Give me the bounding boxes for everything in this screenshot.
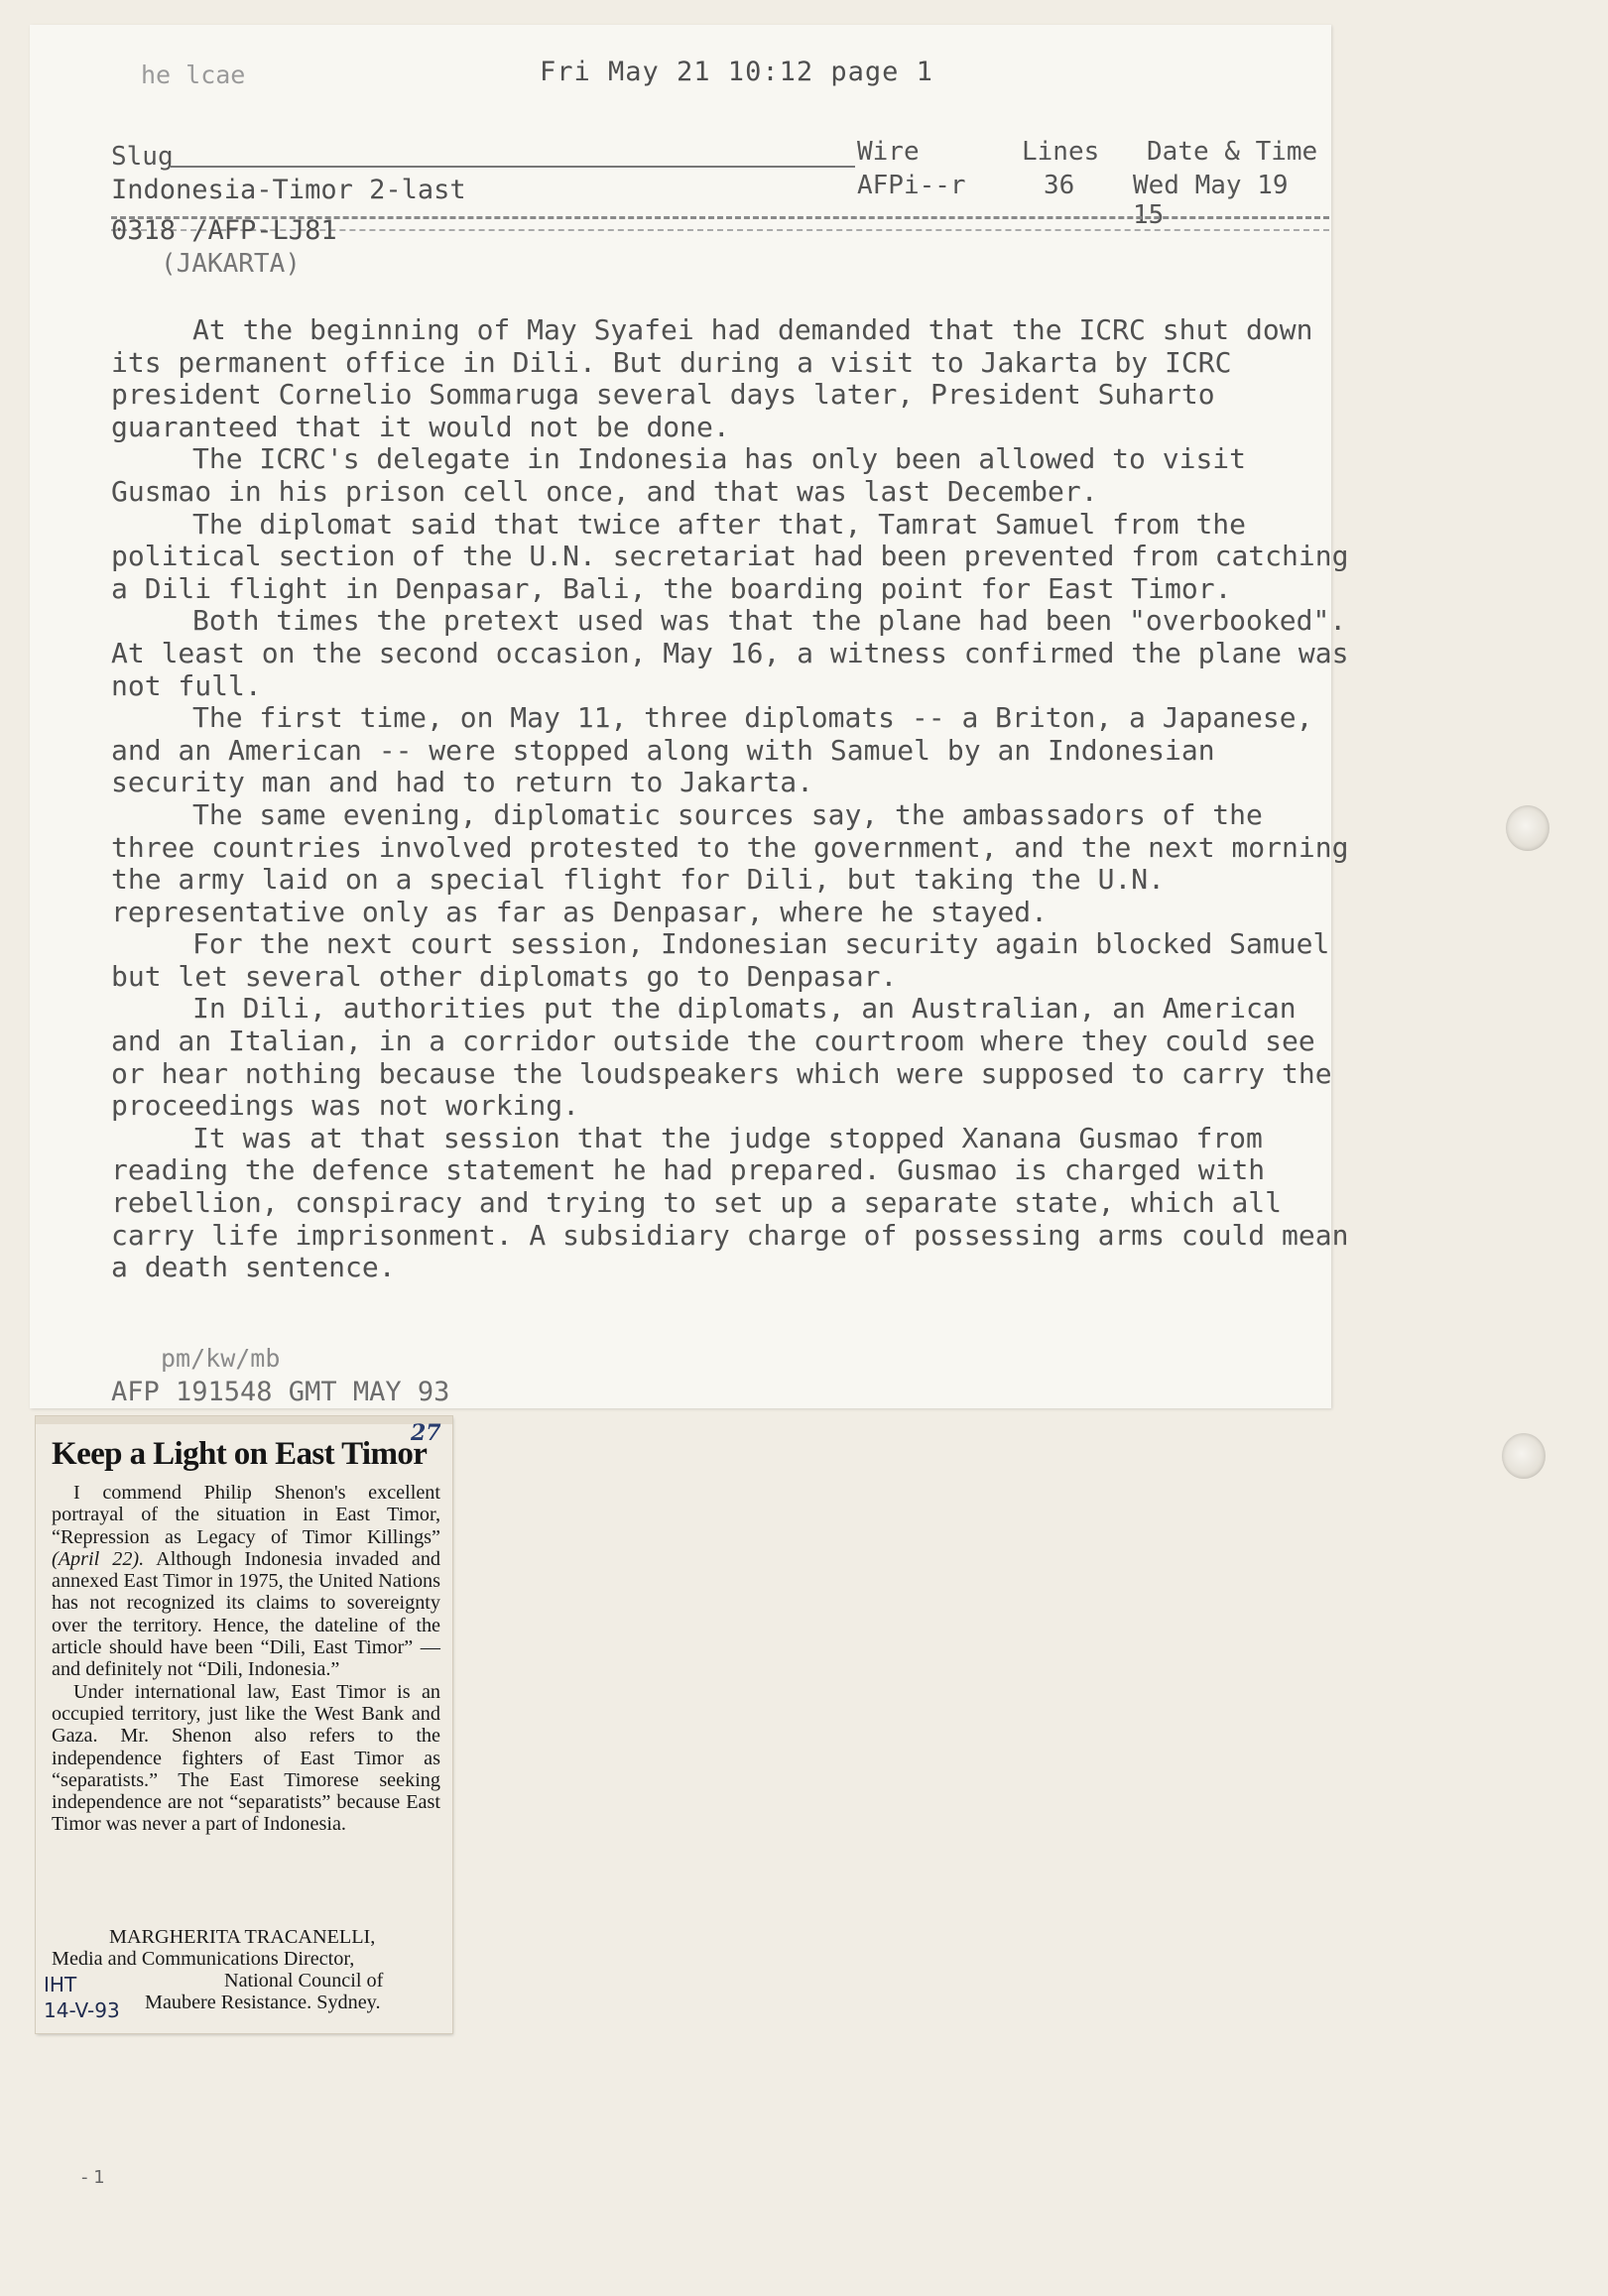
letter-headline: Keep a Light on East Timor	[52, 1436, 428, 1472]
column-header-wire: Wire	[857, 137, 920, 167]
editor-signoff: pm/kw/mb	[161, 1344, 281, 1373]
letter-text: I commend Philip Shenon's excellent portrayal of the situation in East Timor, “Repression as Legacy of Timor Killings”	[52, 1482, 440, 1548]
newspaper-clipping	[36, 1416, 452, 2033]
story-paragraph: It was at that session that the judge stopped Xanana Gusmao from reading the defence statement he had prepared. Gusmao is charged with rebellion, conspiracy and trying to set up a separate state, which all carry life imprisonment. A subsidiary charge of possessing arms could mean a death sentence.	[111, 1121, 1349, 1284]
story-body	[111, 314, 1351, 1284]
letter-paragraph: Under international law, East Timor is an occupied territory, just like the West Bank and Gaza. Mr. Shenon also refers to the independence fighters of East Timor as “separatists.” The East Timorese seeking independence are not “separatists” because East Timor was never a part of Indonesia.	[52, 1680, 440, 1836]
column-header-datetime: Date & Time	[1147, 137, 1318, 167]
dateline: (JAKARTA)	[161, 249, 301, 279]
story-paragraph: For the next court session, Indonesian security again blocked Samuel but let several other diplomats go to Denpasar.	[111, 927, 1330, 993]
print-timestamp: Fri May 21 10:12 page 1	[540, 57, 933, 87]
printout-meta-label: he lcae	[141, 60, 246, 89]
clipping-torn-strip	[36, 1416, 452, 1424]
slug-row	[30, 109, 1331, 230]
binder-hole	[1502, 1433, 1546, 1479]
page-mark: - 1	[81, 2167, 105, 2188]
signer-title: Media and Communications Director,	[52, 1948, 355, 1970]
binder-hole	[1506, 805, 1549, 851]
wire-value: AFPi--r	[857, 171, 966, 200]
datetime-value: Wed May 19 15	[1133, 171, 1289, 230]
signer-name: MARGHERITA TRACANELLI,	[109, 1926, 376, 1948]
story-paragraph: In Dili, authorities put the diplomats, an Australian, an American and an Italian, in a corridor outside the courtroom where they could see or hear nothing because the loudspeakers which were supposed to carry the proceedings was not working.	[111, 992, 1332, 1123]
story-paragraph: Both times the pretext used was that the plane had been "overbooked". At least on the second occasion, May 16, a witness confirmed the plane was not full.	[111, 604, 1349, 702]
letter-date-ref: (April 22).	[52, 1547, 145, 1570]
slug-label: Slug	[111, 142, 174, 172]
source-date: 14-V-93	[44, 1998, 120, 2022]
story-paragraph: The first time, on May 11, three diplomats -- a Briton, a Japanese, and an American -- were stopped along with Samuel by an Indonesian security man and had to return to Jakarta.	[111, 701, 1313, 799]
story-paragraph: The diplomat said that twice after that, Tamrat Samuel from the political section of the U.N. secretariat had been prevented from catching a Dili flight in Denpasar, Bali, the boarding point for East Timor.	[111, 507, 1349, 605]
story-id: 0318 /AFP-LJ81	[111, 215, 337, 246]
handwritten-number: 27	[411, 1420, 441, 1446]
signer-organization: Maubere Resistance. Sydney.	[145, 1992, 381, 2013]
transmission-line: AFP 191548 GMT MAY 93	[111, 1377, 450, 1407]
signer-organization: National Council of	[224, 1970, 384, 1992]
story-slug: Indonesia-Timor 2-last	[111, 175, 466, 205]
column-header-lines: Lines	[1022, 137, 1100, 167]
letter-text: Although Indonesia invaded and annexed East Timor in 1975, the United Nations has not recognized its claims to sovereignty over the territory. Hence, the dateline of the article should have been “Dili, East Timor” — and definitely not “Dili, Indonesia.”	[52, 1547, 441, 1681]
story-paragraph: The ICRC's delegate in Indonesia has only been allowed to visit Gusmao in his prison cell once, and that was last December.	[111, 442, 1247, 508]
story-paragraph: At the beginning of May Syafei had demanded that the ICRC shut down its permanent office in Dili. But during a visit to Jakarta by ICRC president Cornelio Sommaruga several days later, President Suharto guaranteed that it would not be done.	[111, 313, 1313, 443]
letter-body	[52, 1482, 440, 1836]
slug-underline	[171, 166, 855, 168]
story-paragraph: The same evening, diplomatic sources say, the ambassadors of the three countries involved protested to the government, and the next morning the army laid on a special flight for Dili, but taking the U.N. representative only as far as Denpasar, where he stayed.	[111, 797, 1349, 928]
handwritten-source-note	[44, 1972, 120, 2023]
lines-value: 36	[1044, 171, 1075, 200]
wire-printout-sheet	[30, 25, 1349, 1408]
printout-header	[30, 43, 1331, 92]
source-publication: IHT	[44, 1973, 77, 1996]
letter-paragraph	[52, 1482, 440, 1681]
